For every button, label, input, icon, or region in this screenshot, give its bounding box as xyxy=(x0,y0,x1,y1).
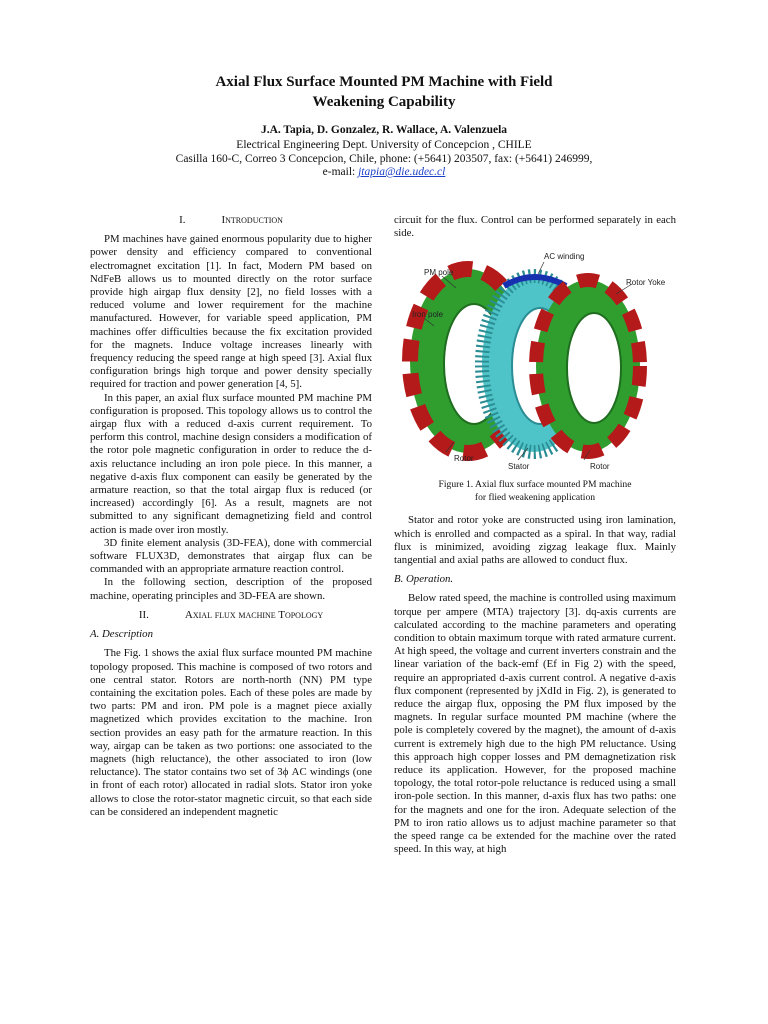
intro-paragraph-3: 3D finite element analysis (3D-FEA), done with commercial software FLUX3D, demonstrates that airgap flux can be commanded with an appropriate armature reaction control. xyxy=(90,536,372,576)
paper-title xyxy=(100,72,668,112)
operation-paragraph: Below rated speed, the machine is controlled using maximum torque per ampere (MTA) trajectory [3]. dq-axis currents are calculated according to the machine parameters and operating condition to obtain maximum torque with rated armature current. At high speed, the voltage and current inverters constrain and the linear variation of the back-emf (Ef in Fig 2) with the speed, require an appropriated d-axis current control. A negative d-axis flux component (represented by jXdId in Fig. 2), is generated to reduce the airgap flux, opposing the PM flux imposed by the magnets. In regular surface mounted PM machine (where the pole is completely covered by the magnet), the amount of d-axis current is extremely high due to the high PM reluctance. Using this approach high copper losses and PM demagnetization risk reduce its application. However, for the proposed machine topology, the total rotor-pole reluctance is reduced using a small iron-pole section. In this manner, d-axis flux has two paths: one for the magnets and one for the iron. Adequate selection of the PM to iron ratio allows us to adjust machine parameter so that the speed range ca be extended for the machine over the rated speed. In this way, at high xyxy=(394,592,676,856)
figure-caption xyxy=(394,478,676,504)
description-paragraph: The Fig. 1 shows the axial flux surface mounted PM machine topology proposed. This machine is composed of two rotors and one central stator. Rotors are north-north (NN) PM type containing the excitation poles. Each of these poles are made by two parts: PM and iron. PM pole is a magnet piece axially magnetized which provides excitation to the machine. Iron section provides an easy path for the armature reaction. In this way, airgap can be taken as two portions: one associated to the magnets (high reluctance), the other associated to iron (low reluctance). The stator contains two set of 3ϕ AC windings (one in front of each rotor) allocated in radial slots. Stator iron yoke allows to close the rotor-stator magnetic circuit, so that each side can be considered an independent magnetic xyxy=(90,647,372,818)
email-label: e-mail: xyxy=(322,166,356,178)
lamination-paragraph: Stator and rotor yoke are constructed using iron lamination, which is enrolled and compacted as a spiral. In that way, radial flux is minimized, avoiding zigzag leakage flux. Mainly tangential and axial paths are allowed to conduct flux. xyxy=(394,514,676,567)
continuation-paragraph: circuit for the flux. Control can be performed separately in each side. xyxy=(394,214,676,240)
label-stator: Stator xyxy=(508,462,530,472)
label-rotor-yoke: Rotor Yoke xyxy=(626,278,666,288)
right-rotor-ring xyxy=(536,280,640,452)
authors: J.A. Tapia, D. Gonzalez, R. Wallace, A. Valenzuela xyxy=(260,124,508,136)
email-line xyxy=(90,166,678,180)
right-column xyxy=(394,214,676,856)
affiliation-line-2: Casilla 160-C, Correo 3 Concepcion, Chile, phone: (+5641) 203507, fax: (+5641) 246999, xyxy=(175,152,593,165)
section-number: I. xyxy=(179,214,186,226)
section-heading-introduction xyxy=(90,214,372,227)
intro-paragraph-2: In this paper, an axial flux surface mounted PM machine PM configuration is proposed. This topology allows us to control the airgap flux with a reduced d-axis current requirement. To perform this control, machine design considers a modification of the rotor pole magnetic configuration in order to reduce the d-axis reluctance including an iron pole piece. In this manner, a negative d-axis flux component can easily be generated by the armature reaction, so that the total airgap flux is reduced (or increased) accordingly [6]. As a result, magnets are not submitted to any significant demagnetizing field and control action is made over iron mostly. xyxy=(90,391,372,536)
subsection-operation: B. Operation. xyxy=(394,573,454,586)
section-heading-topology xyxy=(90,609,372,622)
affiliation xyxy=(90,139,678,180)
email-link[interactable]: jtapia@die.udec.cl xyxy=(358,166,446,178)
subsection-description: A. Description xyxy=(90,628,153,641)
intro-paragraph-1: PM machines have gained enormous popularity due to higher power density and efficiency compared to conventional electromagnet excitation [1]. In fact, Modern PM based on NdFeB allows us to mounted directly on the rotor surface provide high airgap flux density [2], no field losses with a reduced volume and lower requirement for the machine manufactured. However, for variable speed application, PM machines offer difficulties because the fix excitation provided for the magnets. Induce voltage increases linearly with frequency reducing the speed range at high speed [3]. Axial flux configuration brings high torque and power density specially required for traction and power generation [4, 5]. xyxy=(90,233,372,391)
caption-line-1: Figure 1. Axial flux surface mounted PM machine xyxy=(438,479,632,491)
label-pm-pole: PM pole xyxy=(424,268,454,278)
label-iron-pole: Iron pole xyxy=(412,310,444,320)
label-ac-winding: AC winding xyxy=(544,252,585,262)
section-title: Introduction xyxy=(221,214,283,226)
affiliation-line-1: Electrical Engineering Dept. University of Concepcion , CHILE xyxy=(236,139,532,151)
caption-line-2: for flied weakening application xyxy=(474,492,596,504)
figure-1 xyxy=(394,246,676,472)
title-line-2: Weakening Capability xyxy=(312,94,456,110)
intro-paragraph-4: In the following section, description of the proposed machine, operating principles and 3D-FEA are shown. xyxy=(90,576,372,602)
title-line-1: Axial Flux Surface Mounted PM Machine with Field xyxy=(215,74,553,90)
left-column xyxy=(90,214,372,819)
section-number: II. xyxy=(138,608,149,621)
label-rotor-right: Rotor xyxy=(590,462,610,472)
label-rotor-left: Rotor xyxy=(454,454,474,464)
section-title: Axial flux machine Topology xyxy=(184,608,324,621)
